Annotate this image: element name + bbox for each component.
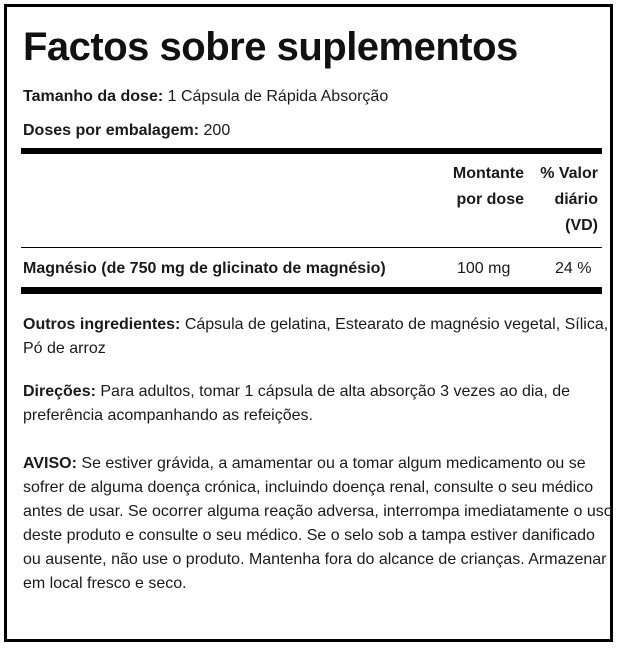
directions-text: Para adultos, tomar 1 cápsula de alta absorção 3 vezes ao dia, de preferência acompanhando as refeições.	[23, 383, 570, 424]
nutrient-name: Magnésio (de 750 mg de glicinato de magnésio)	[23, 260, 386, 277]
servings-per-container-value: 200	[203, 122, 231, 139]
warning	[23, 452, 613, 596]
amount-per-serving-header: Montante por dose	[452, 165, 524, 208]
other-ingredients	[23, 313, 613, 361]
daily-value-header: % Valor diário (VD)	[540, 165, 598, 234]
thin-divider	[21, 247, 602, 248]
other-ingredients-text: Cápsula de gelatina, Estearato de magnésio vegetal, Sílica, Pó de arroz	[23, 316, 609, 357]
warning-text: Se estiver grávida, a amamentar ou a tomar algum medicamento ou se sofrer de alguma doença crónica, incluindo doença renal, consulte o seu médico antes de usar. Se ocorrer alguma reação adversa, interrompa imediatamente o uso deste produto e consulte o seu médico. Se o selo sob a tampa estiver danificado ou ausente, não use o produto. Mantenha fora do alcance de crianças. Armazenar em local fresco e seco.	[23, 455, 613, 592]
directions	[23, 380, 613, 428]
nutrient-amount: 100 mg	[457, 260, 511, 277]
thick-divider-top	[21, 148, 602, 154]
serving-size-row	[23, 87, 388, 107]
serving-size-value: 1 Cápsula de Rápida Absorção	[167, 88, 389, 105]
thick-divider-bottom	[21, 287, 602, 294]
directions-label: Direções:	[23, 383, 96, 400]
serving-size-label: Tamanho da dose:	[23, 88, 164, 105]
supplement-facts-panel	[4, 4, 613, 642]
other-ingredients-label: Outros ingredientes:	[23, 316, 181, 333]
warning-label: AVISO:	[23, 455, 77, 472]
nutrient-daily-value: 24 %	[555, 260, 592, 277]
servings-per-container-label: Doses por embalagem:	[23, 122, 200, 139]
servings-per-container-row	[23, 121, 230, 141]
panel-title: Factos sobre suplementos	[23, 25, 518, 69]
